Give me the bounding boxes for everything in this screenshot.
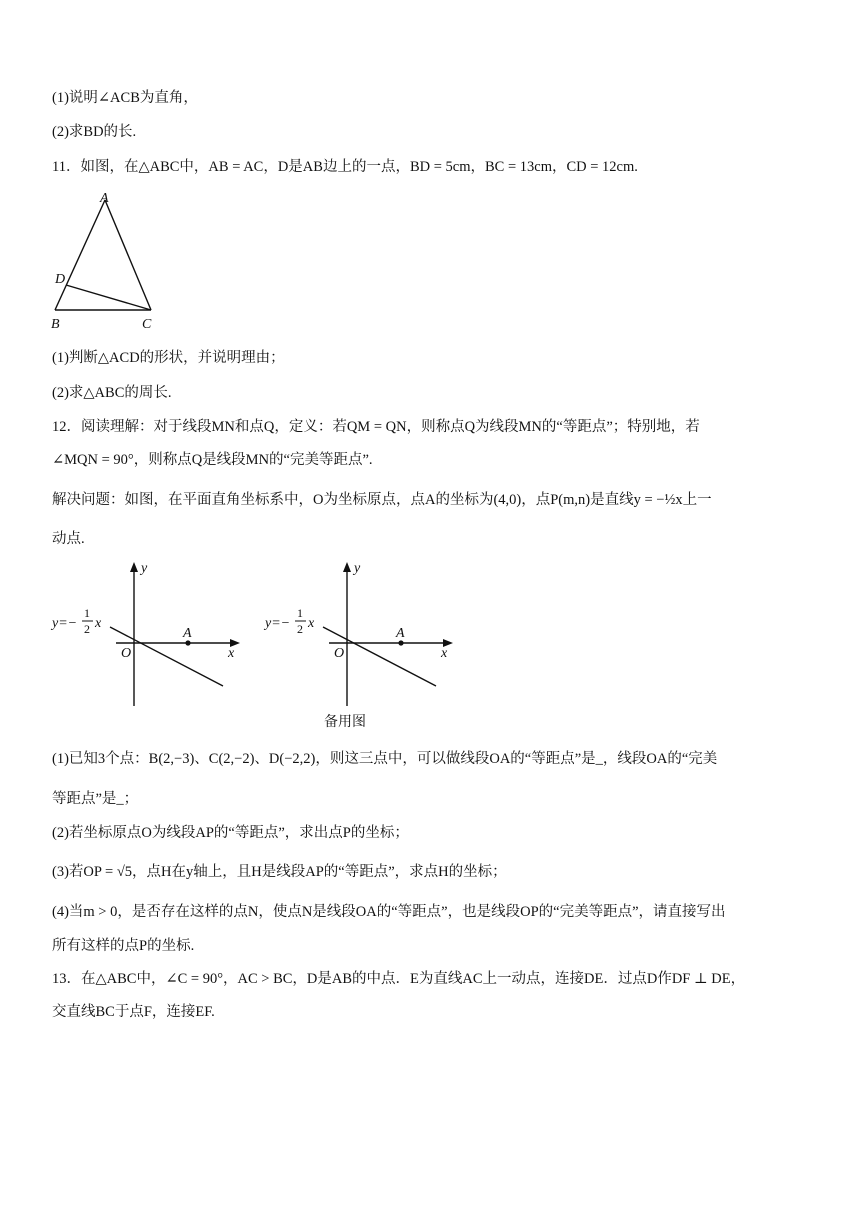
q12-problem-line1: 解决问题：如图，在平面直角坐标系中，O为坐标原点，点A的坐标为(4,0)，点P(m,n)是直线y = −½x上一 <box>52 492 712 508</box>
line-label-suffix: x <box>308 616 315 631</box>
line-label-prefix: y=− <box>265 616 291 631</box>
line-frac-den: 2 <box>84 622 90 636</box>
vertex-label-d: D <box>55 272 66 287</box>
spare-figure-caption: 备用图 <box>324 715 366 730</box>
q10-part2: (2)求BD的长. <box>52 124 137 140</box>
q13-stem-line1: 13．在△ABC中，∠C = 90°，AC > BC，D是AB的中点．E为直线AC上一动点，连接DE．过点D作DF ⊥ DE， <box>52 971 746 987</box>
q10-part1: (1)说明∠ACB为直角， <box>52 90 198 106</box>
q11-stem: 11．如图，在△ABC中，AB = AC，D是AB边上的一点，BD = 5cm，BC = 13cm，CD = 12cm. <box>52 159 638 175</box>
x-axis-label: x <box>228 646 235 661</box>
line-frac-num: 1 <box>84 606 90 620</box>
vertex-label-c: C <box>142 317 152 332</box>
q12-part3: (3)若OP = √5，点H在y轴上，且H是线段AP的“等距点”，求点H的坐标； <box>52 864 507 880</box>
q12-problem-line2: 动点. <box>52 531 85 547</box>
vertex-label-a: A <box>100 191 109 206</box>
triangle-figure <box>50 190 170 335</box>
line-label-prefix: y=− <box>52 616 78 631</box>
q12-stem-line1: 12．阅读理解：对于线段MN和点Q，定义：若QM = QN，则称点Q为线段MN的“等距点”；特别地，若 <box>52 419 700 435</box>
q11-part2: (2)求△ABC的周长. <box>52 385 172 401</box>
q13-stem-line2: 交直线BC于点F，连接EF. <box>52 1004 215 1020</box>
coordinate-figure <box>48 556 248 716</box>
point-a-label: A <box>183 626 192 641</box>
y-axis-label: y <box>141 561 148 576</box>
origin-label: O <box>121 646 132 661</box>
line-frac-num: 1 <box>297 606 303 620</box>
x-axis-label: x <box>441 646 448 661</box>
spare-coordinate-figure <box>261 556 461 716</box>
q12-part1-line2: 等距点”是_； <box>52 791 139 807</box>
q12-part1-line1: (1)已知3个点：B(2,−3)、C(2,−2)、D(−2,2)，则这三点中，可以做线段OA的“等距点”是_，线段OA的“完美 <box>52 751 718 767</box>
q12-part2: (2)若坐标原点O为线段AP的“等距点”，求出点P的坐标； <box>52 825 409 841</box>
q12-stem-line2: ∠MQN = 90°，则称点Q是线段MN的“完美等距点”. <box>52 452 373 468</box>
vertex-label-b: B <box>51 317 60 332</box>
q11-part1: (1)判断△ACD的形状，并说明理由； <box>52 350 285 366</box>
origin-label: O <box>334 646 345 661</box>
y-axis-label: y <box>354 561 361 576</box>
q12-part4-line2: 所有这样的点P的坐标. <box>52 938 195 954</box>
line-frac-den: 2 <box>297 622 303 636</box>
point-a-label: A <box>396 626 405 641</box>
q12-part4-line1: (4)当m > 0，是否存在这样的点N，使点N是线段OA的“等距点”，也是线段OP的“完美等距点”，请直接写出 <box>52 904 726 920</box>
line-label-suffix: x <box>95 616 102 631</box>
